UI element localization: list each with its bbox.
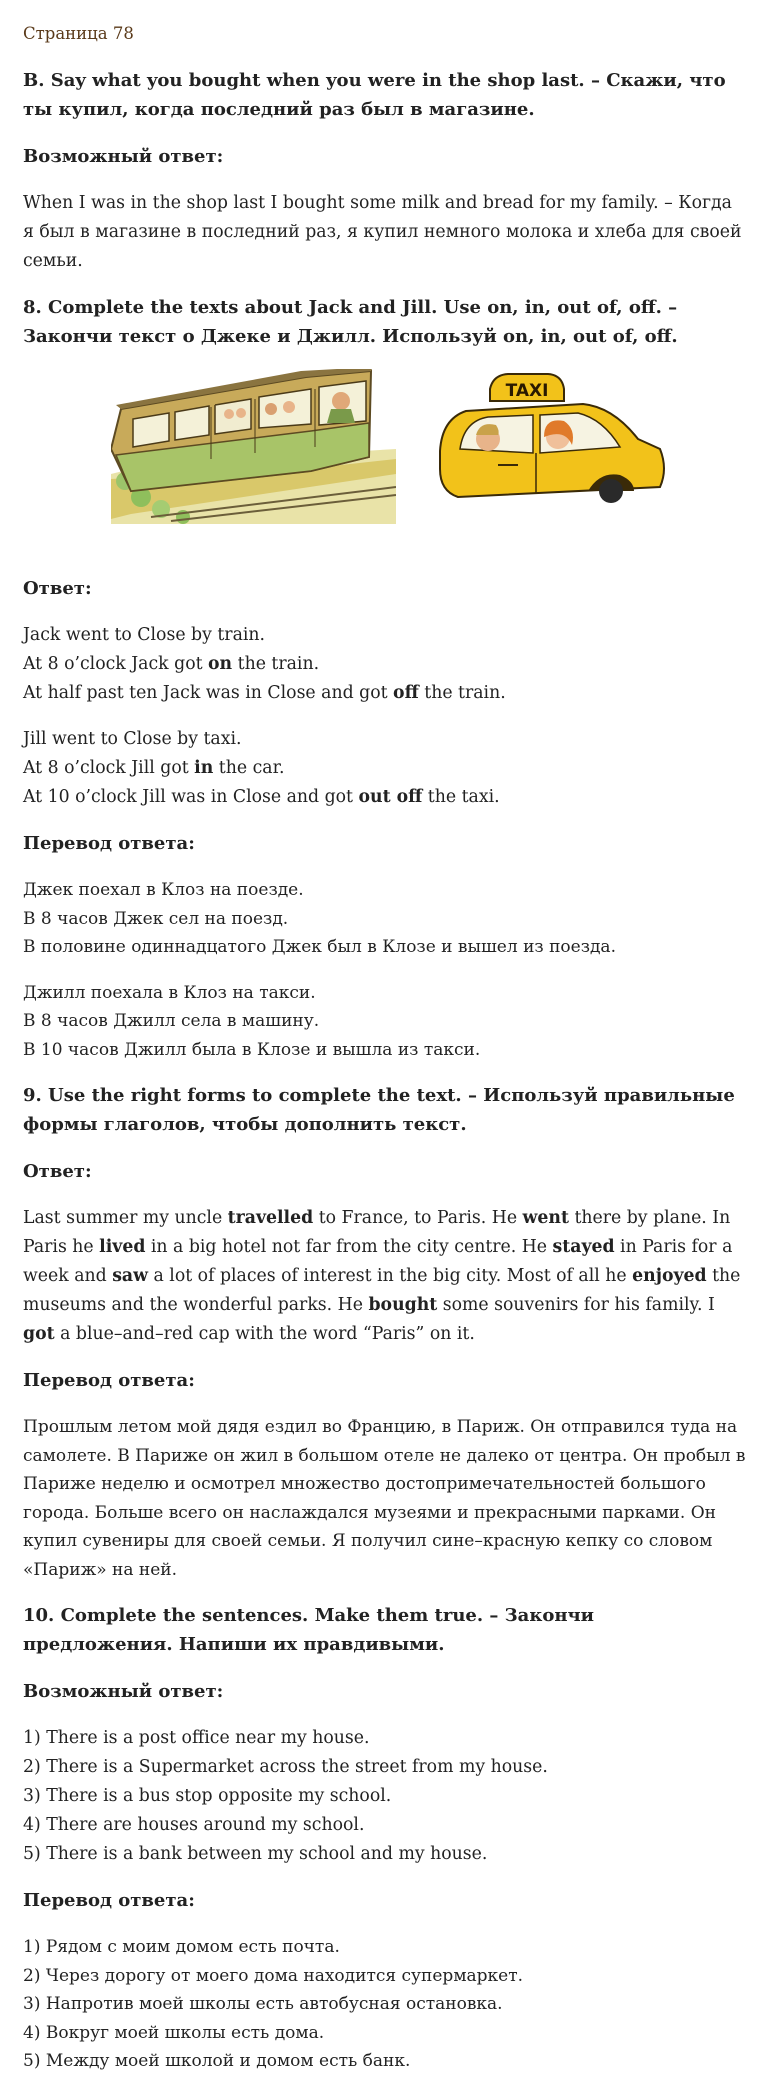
translation-line: 3) Напротив моей школы есть автобусная остановка. [23,1994,503,2014]
translation-jill-line: В 10 часов Джилл была в Клозе и вышла из такси. [23,1039,481,1060]
answer-text: in a big hotel not far from the city centre. He [145,1237,553,1257]
exercise-8-translation-jack [23,876,746,962]
exercise-10-answer-label: Возможный ответ: [23,1681,224,1702]
verb-answer: got [23,1324,55,1344]
exercise-9-heading: 9. Use the right forms to complete the text. – Используй правильные формы глаголов, чтобы дополнить текст. [23,1085,735,1135]
exercise-b-answer: When I was in the shop last I bought some milk and bread for my family. – Когда я был в магазине в последний раз, я купил немного молока и хлеба для своей семьи. [23,193,742,271]
jack-line-2-text: At 8 o’clock Jack got [23,654,209,674]
exercise-9-translation-label: Перевод ответа: [23,1370,195,1391]
jack-line-3-text: At half past ten Jack was in Close and got [23,683,394,703]
page-number: Страница 78 [23,24,134,43]
translation-line: 5) Между моей школой и домом есть банк. [23,2051,411,2071]
translation-jack-line: Джек поехал в Клоз на поезде. [23,880,304,900]
exercise-8-translation-jill [23,979,746,1065]
jill-line-2-answer: in [194,758,214,778]
jill-line-1: Jill went to Close by taxi. [23,729,242,749]
answer-text: the museums and the wonderful parks. He [23,1266,741,1315]
answer-line: 5) There is a bank between my school and my house. [23,1844,488,1864]
answer-text: there by plane. In Paris he [23,1208,731,1257]
exercise-10-translations [23,1933,746,2076]
exercise-10-translation-label: Перевод ответа: [23,1890,195,1911]
exercise-10-answers [23,1724,746,1869]
translation-jack-line: В 8 часов Джек сел на поезд. [23,908,289,929]
answer-text: in Paris for a week and [23,1237,733,1286]
answer-line: 2) There is a Supermarket across the street from my house. [23,1757,548,1777]
exercise-8-heading: 8. Complete the texts about Jack and Jill. Use on, in, out of, off. – Закончи текст о Джеке и Джилл. Используй on, in, out of, off. [23,297,678,347]
answer-text: Last summer my uncle [23,1208,228,1228]
answer-line: 1) There is a post office near my house. [23,1728,370,1748]
exercise-b-heading: B. Say what you bought when you were in the shop last. – Скажи, что ты купил, когда последний раз был в магазине. [23,70,726,120]
verb-answer: bought [368,1295,438,1315]
translation-jack-line: В половине одиннадцатого Джек был в Клозе и вышел из поезда. [23,937,616,957]
jill-line-2 [23,754,746,783]
jack-line-3-answer: off [393,683,419,703]
exercise-9-translation: Прошлым летом мой дядя ездил во Францию, в Париж. Он отправился туда на самолете. В Париже он жил в большом отеле не далеко от центра. Он пробыл в Париже неделю и осмотрел множество достопримечательностей большого города. Больше всего он наслаждался музеями и прекрасными парками. Он купил сувениры для своей семьи. Я получил сине–красную кепку со словом «Париж» на ней. [23,1417,746,1580]
answer-text: some souvenirs for his family. I [437,1295,715,1315]
verb-answer: saw [112,1266,149,1286]
jack-line-2 [23,650,746,679]
answer-text: a lot of places of interest in the big city. Most of all he [148,1266,633,1286]
jill-line-3-text: At 10 o’clock Jill was in Close and got [23,787,359,807]
exercise-9-answer [23,1204,746,1349]
answer-text: a blue–and–red cap with the word “Paris” on it. [54,1324,475,1344]
train-picture [111,369,396,524]
exercise-8-translation-label: Перевод ответа: [23,833,195,854]
jack-line-2-answer: on [208,654,233,674]
exercise-8-illustration [23,369,746,524]
jill-line-3 [23,783,746,812]
verb-answer: enjoyed [632,1266,707,1286]
jack-line-3-end: the train. [418,683,506,703]
translation-line: 4) Вокруг моей школы есть дома. [23,2022,325,2043]
exercise-8-answer-label: Ответ: [23,578,92,599]
jack-line-1: Jack went to Close by train. [23,625,266,645]
jack-line-2-end: the train. [232,654,320,674]
translation-line: 1) Рядом с моим домом есть почта. [23,1937,340,1957]
translation-jill-line: В 8 часов Джилл села в машину. [23,1011,320,1031]
exercise-9-answer-label: Ответ: [23,1161,92,1182]
jill-line-3-answer: out off [358,787,423,807]
jack-line-3 [23,679,746,708]
jill-line-3-end: the taxi. [422,787,500,807]
exercise-b-answer-label: Возможный ответ: [23,146,224,167]
answer-text: to France, to Paris. He [313,1208,523,1228]
exercise-10-heading: 10. Complete the sentences. Make them true. – Закончи предложения. Напиши их правдивыми. [23,1605,595,1655]
jill-line-2-text: At 8 o’clock Jill got [23,758,195,778]
verb-answer: went [522,1208,569,1228]
exercise-8-jack-answer [23,621,746,708]
answer-line: 4) There are houses around my school. [23,1815,365,1835]
translation-jill-line: Джилл поехала в Клоз на такси. [23,982,316,1003]
answer-line: 3) There is a bus stop opposite my school. [23,1786,392,1806]
verb-answer: lived [99,1237,146,1257]
taxi-sign-text: TAXI [505,381,549,401]
jill-line-2-end: the car. [213,758,285,778]
translation-line: 2) Через дорогу от моего дома находится супермаркет. [23,1965,524,1986]
verb-answer: stayed [552,1237,615,1257]
exercise-8-jill-answer [23,725,746,812]
verb-answer: travelled [227,1208,314,1228]
taxi-picture [438,369,668,524]
